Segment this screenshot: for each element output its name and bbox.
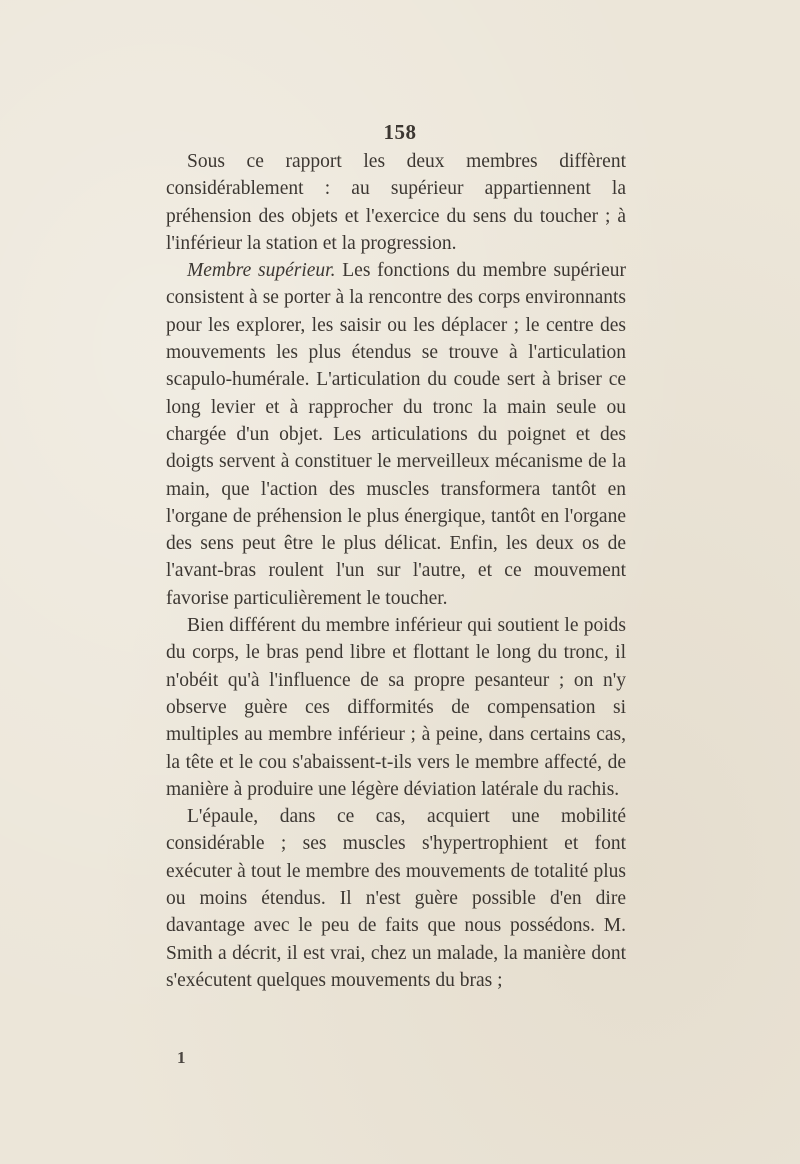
page-number: 158	[383, 120, 417, 144]
paragraph-2-lead: Membre supérieur.	[187, 260, 336, 282]
body-text	[166, 148, 626, 994]
paragraph-4-text: L'épaule, dans ce cas, acquiert une mobilité considérable ; ses muscles s'hypertrophient et font exécuter à tout le membre des mouvements de totalité plus ou moins étendus. Il n'est guère possible d'en dire davantage avec le peu de faits que nous possédons. M. Smith a décrit, il est vrai, chez un malade, la manière dont s'exécutent quelques mouvements du bras ;	[166, 806, 626, 991]
paragraph-2	[166, 257, 626, 612]
footer-mark: 1	[177, 1048, 186, 1067]
paragraph-1-text: Sous ce rapport les deux membres diffèrent considérablement : au supérieur appartiennent la préhension des objets et l'exercice du sens du toucher ; à l'inférieur la station et la progression.	[166, 151, 626, 254]
paragraph-3-text: Bien différent du membre inférieur qui soutient le poids du corps, le bras pend libre et flottant le long du tronc, il n'obéit qu'à l'influence de sa propre pesanteur ; on n'y observe guère ces difformités de compensation si multiples au membre inférieur ; à peine, dans certains cas, la tête et le cou s'abaissent-t-ils vers le membre affecté, de manière à produire une légère déviation latérale du rachis.	[166, 615, 626, 800]
paragraph-4	[166, 803, 626, 994]
paragraph-3	[166, 612, 626, 803]
paragraph-1	[166, 148, 626, 257]
paragraph-2-text: Les fonctions du membre supérieur consistent à se porter à la rencontre des corps environnants pour les explorer, les saisir ou les déplacer ; le centre des mouvements les plus étendus se trouve à l'articulation scapulo-humérale. L'articulation du coude sert à briser ce long levier et à rapprocher du tronc la main seule ou chargée d'un objet. Les articulations du poignet et des doigts servent à constituer le merveilleux mécanisme de la main, que l'action des muscles transformera tantôt en l'organe de préhension le plus énergique, tantôt en l'organe des sens peut être le plus délicat. Enfin, les deux os de l'avant-bras roulent l'un sur l'autre, et ce mouvement favorise particulièrement le toucher.	[166, 260, 626, 609]
